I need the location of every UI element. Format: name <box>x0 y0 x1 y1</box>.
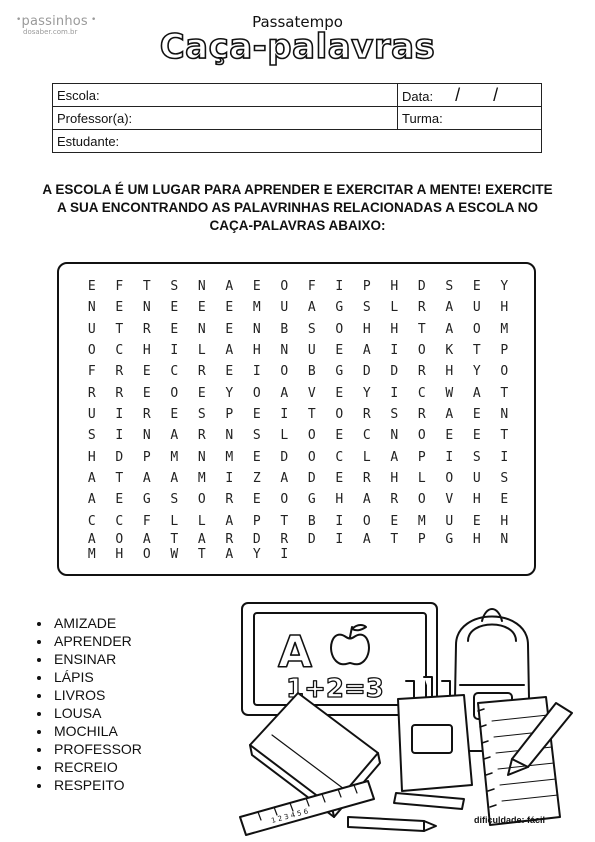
grid-letter[interactable]: O <box>252 385 261 401</box>
page-kicker: Passatempo <box>252 13 343 31</box>
grid-letter[interactable]: E <box>252 407 261 423</box>
word-list-item: • LÁPIS <box>52 668 142 686</box>
grid-letter[interactable]: P <box>500 343 509 359</box>
grid-letter[interactable]: A <box>280 471 289 487</box>
grid-letter[interactable]: O <box>362 513 371 529</box>
grid-letter[interactable]: U <box>445 513 454 529</box>
grid-letter[interactable]: T <box>500 428 509 444</box>
grid-letter[interactable]: H <box>142 343 151 359</box>
grid-letter[interactable]: E <box>472 513 481 529</box>
grid-letter[interactable]: T <box>197 547 206 562</box>
grid-letter[interactable]: D <box>252 532 261 547</box>
grid-letter[interactable]: S <box>307 321 316 337</box>
grid-letter[interactable]: A <box>142 471 151 487</box>
grid-letter[interactable]: S <box>197 407 206 423</box>
grid-letter[interactable]: C <box>115 513 124 529</box>
grid-letter[interactable]: I <box>335 513 344 529</box>
grid-letter[interactable]: A <box>362 532 371 547</box>
date-slashes: / / <box>455 84 513 105</box>
grid-letter[interactable]: D <box>115 449 124 465</box>
grid-letter[interactable]: I <box>390 385 399 401</box>
grid-letter[interactable]: E <box>472 428 481 444</box>
grid-letter[interactable]: Y <box>472 364 481 380</box>
ruler-label: 1 2 3 4 5 6 <box>270 807 310 825</box>
grid-letter[interactable]: H <box>252 343 261 359</box>
grid-letter[interactable]: A <box>225 343 234 359</box>
grid-letter[interactable]: I <box>225 471 234 487</box>
instructions: A ESCOLA É UM LUGAR PARA APRENDER E EXERCITAR A MENTE! EXERCITE A SUA ENCONTRANDO AS PALAVRINHAS RELACIONADAS A ESCOLA NO CAÇA-PALAVRAS ABAIXO: <box>42 182 553 233</box>
grid-letter[interactable]: O <box>280 492 289 508</box>
grid-letter[interactable]: A <box>197 532 206 547</box>
grid-letter[interactable]: T <box>500 385 509 401</box>
grid-letter[interactable]: S <box>170 492 179 508</box>
grid-letter[interactable]: F <box>142 513 151 529</box>
word-search-grid <box>78 276 518 562</box>
grid-letter[interactable]: R <box>197 428 206 444</box>
brand-logo: •passinhos • dosaber.com.br <box>16 14 106 36</box>
grid-letter[interactable]: T <box>115 471 124 487</box>
grid-letter[interactable]: E <box>197 300 206 316</box>
grid-letter[interactable]: E <box>115 492 124 508</box>
grid-letter[interactable]: A <box>362 492 371 508</box>
grid-letter[interactable]: F <box>307 279 316 295</box>
student-field[interactable]: Estudante: <box>53 130 542 153</box>
grid-letter[interactable]: C <box>115 343 124 359</box>
grid-letter[interactable]: T <box>170 532 179 547</box>
grid-letter[interactable]: N <box>197 321 206 337</box>
grid-letter[interactable]: H <box>472 492 481 508</box>
grid-letter[interactable]: O <box>335 407 344 423</box>
grid-letter[interactable]: P <box>225 407 234 423</box>
grid-letter[interactable]: E <box>225 321 234 337</box>
grid-letter[interactable]: W <box>170 547 179 562</box>
grid-letter[interactable]: A <box>87 471 96 487</box>
grid-letter[interactable]: S <box>472 449 481 465</box>
grid-letter[interactable]: O <box>417 428 426 444</box>
grid-letter[interactable]: L <box>280 428 289 444</box>
grid-letter[interactable]: I <box>335 279 344 295</box>
grid-letter[interactable]: O <box>500 364 509 380</box>
grid-letter[interactable]: E <box>445 428 454 444</box>
grid-letter[interactable]: H <box>335 492 344 508</box>
grid-letter[interactable]: M <box>500 321 509 337</box>
grid-letter[interactable]: R <box>225 492 234 508</box>
grid-letter[interactable]: M <box>252 300 261 316</box>
grid-letter[interactable]: S <box>252 428 261 444</box>
word-list <box>36 614 142 794</box>
grid-letter[interactable]: T <box>142 279 151 295</box>
grid-letter[interactable]: T <box>390 532 399 547</box>
grid-letter[interactable]: A <box>170 471 179 487</box>
grid-letter[interactable]: E <box>252 492 261 508</box>
grid-letter[interactable]: O <box>280 364 289 380</box>
grid-letter[interactable]: E <box>170 407 179 423</box>
grid-letter[interactable]: P <box>252 513 261 529</box>
grid-letter[interactable]: E <box>335 385 344 401</box>
grid-letter[interactable]: B <box>280 321 289 337</box>
school-supplies-illustration <box>228 585 583 840</box>
grid-letter[interactable]: M <box>417 513 426 529</box>
grid-letter[interactable]: M <box>225 449 234 465</box>
grid-letter[interactable]: H <box>472 532 481 547</box>
chalkboard-letter: A <box>278 627 313 678</box>
grid-letter[interactable]: U <box>87 407 96 423</box>
grid-letter[interactable]: L <box>197 343 206 359</box>
grid-letter[interactable]: D <box>417 279 426 295</box>
grid-letter[interactable]: A <box>280 385 289 401</box>
grid-letter[interactable]: E <box>335 428 344 444</box>
grid-letter[interactable]: E <box>335 343 344 359</box>
grid-letter[interactable]: R <box>417 300 426 316</box>
grid-letter[interactable]: M <box>197 471 206 487</box>
grid-letter[interactable]: R <box>115 364 124 380</box>
grid-letter[interactable]: Y <box>225 385 234 401</box>
grid-letter[interactable]: L <box>417 471 426 487</box>
grid-letter[interactable]: I <box>280 407 289 423</box>
grid-letter[interactable]: O <box>445 471 454 487</box>
grid-letter[interactable]: M <box>87 547 96 562</box>
grid-letter[interactable]: Y <box>362 385 371 401</box>
grid-letter[interactable]: I <box>500 449 509 465</box>
grid-letter[interactable]: R <box>417 407 426 423</box>
word-list-item: • LIVROS <box>52 686 142 704</box>
grid-letter[interactable]: A <box>142 532 151 547</box>
grid-letter[interactable]: R <box>87 385 96 401</box>
grid-letter[interactable]: I <box>390 343 399 359</box>
grid-letter[interactable]: E <box>335 471 344 487</box>
class-field[interactable]: Turma: <box>398 107 542 130</box>
grid-letter[interactable]: S <box>390 407 399 423</box>
grid-letter[interactable]: A <box>445 300 454 316</box>
grid-letter[interactable]: N <box>500 407 509 423</box>
grid-letter[interactable]: A <box>170 428 179 444</box>
grid-letter[interactable]: N <box>87 300 96 316</box>
grid-letter[interactable]: H <box>390 321 399 337</box>
brand-site: dosaber.com.br <box>23 28 78 36</box>
grid-letter[interactable]: H <box>500 300 509 316</box>
grid-letter[interactable]: T <box>280 513 289 529</box>
brand-name: passinhos <box>21 14 88 29</box>
grid-letter[interactable]: T <box>115 321 124 337</box>
word-list-item: • RECREIO <box>52 758 142 776</box>
difficulty-label: dificuldade: fácil <box>474 815 546 825</box>
grid-letter[interactable]: O <box>87 343 96 359</box>
word-list-item: • PROFESSOR <box>52 740 142 758</box>
grid-letter[interactable]: A <box>472 385 481 401</box>
grid-letter[interactable]: W <box>445 385 454 401</box>
grid-letter[interactable]: L <box>170 513 179 529</box>
grid-letter[interactable]: U <box>87 321 96 337</box>
grid-letter[interactable]: T <box>417 321 426 337</box>
grid-letter[interactable]: R <box>115 385 124 401</box>
grid-letter[interactable]: R <box>225 532 234 547</box>
grid-letter[interactable]: E <box>472 279 481 295</box>
grid-letter[interactable]: D <box>307 532 316 547</box>
grid-letter[interactable]: H <box>500 513 509 529</box>
school-field[interactable]: Escola: <box>53 84 398 107</box>
grid-letter[interactable]: I <box>170 343 179 359</box>
grid-letter[interactable]: P <box>417 532 426 547</box>
grid-letter[interactable]: E <box>252 279 261 295</box>
grid-letter[interactable]: E <box>115 300 124 316</box>
grid-letter[interactable]: O <box>417 343 426 359</box>
grid-letter[interactable]: V <box>307 385 316 401</box>
grid-letter[interactable]: T <box>307 407 316 423</box>
grid-letter[interactable]: C <box>417 385 426 401</box>
grid-letter[interactable]: A <box>390 449 399 465</box>
grid-letter[interactable]: S <box>445 279 454 295</box>
grid-letter[interactable]: Y <box>252 547 261 562</box>
grid-letter[interactable]: H <box>390 279 399 295</box>
grid-letter[interactable]: A <box>362 343 371 359</box>
grid-letter[interactable]: E <box>225 300 234 316</box>
grid-letter[interactable]: O <box>307 428 316 444</box>
grid-letter[interactable]: E <box>197 385 206 401</box>
word-list-item: • AMIZADE <box>52 614 142 632</box>
grid-letter[interactable]: A <box>225 547 234 562</box>
teacher-field[interactable]: Professor(a): <box>53 107 398 130</box>
grid-letter[interactable]: L <box>197 513 206 529</box>
grid-letter[interactable]: E <box>142 364 151 380</box>
grid-letter[interactable]: C <box>170 364 179 380</box>
grid-letter[interactable]: N <box>252 321 261 337</box>
grid-letter[interactable]: H <box>87 449 96 465</box>
grid-letter[interactable]: A <box>445 321 454 337</box>
grid-letter[interactable]: N <box>142 300 151 316</box>
date-field[interactable]: Data: / / <box>398 84 542 107</box>
grid-letter[interactable]: E <box>472 407 481 423</box>
grid-letter[interactable]: H <box>115 547 124 562</box>
grid-letter[interactable]: M <box>170 449 179 465</box>
grid-letter[interactable]: P <box>362 279 371 295</box>
grid-letter[interactable]: R <box>362 407 371 423</box>
grid-letter[interactable]: N <box>142 428 151 444</box>
grid-letter[interactable]: G <box>335 300 344 316</box>
grid-letter[interactable]: K <box>445 343 454 359</box>
grid-letter[interactable]: A <box>225 513 234 529</box>
grid-letter[interactable]: U <box>280 300 289 316</box>
word-list-item: • APRENDER <box>52 632 142 650</box>
grid-letter[interactable]: U <box>307 343 316 359</box>
word-list-item: • MOCHILA <box>52 722 142 740</box>
grid-letter[interactable]: D <box>280 449 289 465</box>
grid-letter[interactable]: O <box>335 321 344 337</box>
grid-letter[interactable]: C <box>362 428 371 444</box>
grid-letter[interactable]: O <box>197 492 206 508</box>
grid-letter[interactable]: I <box>115 407 124 423</box>
grid-letter[interactable]: P <box>142 449 151 465</box>
grid-letter[interactable]: N <box>225 428 234 444</box>
grid-letter[interactable]: N <box>390 428 399 444</box>
grid-letter[interactable]: Y <box>500 279 509 295</box>
word-list-item: • RESPEITO <box>52 776 142 794</box>
grid-letter[interactable]: S <box>170 279 179 295</box>
grid-letter[interactable]: E <box>390 513 399 529</box>
grid-letter[interactable]: O <box>417 492 426 508</box>
grid-letter[interactable]: D <box>390 364 399 380</box>
grid-letter[interactable]: N <box>197 279 206 295</box>
grid-letter[interactable]: I <box>335 532 344 547</box>
grid-letter[interactable]: I <box>252 364 261 380</box>
grid-letter[interactable]: Z <box>252 471 261 487</box>
grid-letter[interactable]: N <box>280 343 289 359</box>
grid-letter[interactable]: E <box>252 449 261 465</box>
grid-letter[interactable]: R <box>280 532 289 547</box>
grid-letter[interactable]: E <box>87 279 96 295</box>
grid-letter[interactable]: A <box>87 532 96 547</box>
grid-letter[interactable]: N <box>500 532 509 547</box>
student-info-table <box>52 83 542 153</box>
page-title: Caça-palavras <box>159 27 436 67</box>
grid-letter[interactable]: F <box>115 279 124 295</box>
grid-letter[interactable]: T <box>472 343 481 359</box>
word-list-item: • ENSINAR <box>52 650 142 668</box>
grid-letter[interactable]: S <box>500 471 509 487</box>
grid-letter[interactable]: U <box>472 300 481 316</box>
grid-letter[interactable]: L <box>390 300 399 316</box>
grid-letter[interactable]: G <box>307 492 316 508</box>
chalkboard-math: 1+2=3 <box>286 674 384 704</box>
grid-letter[interactable]: R <box>142 321 151 337</box>
grid-letter[interactable]: H <box>390 471 399 487</box>
grid-letter[interactable]: O <box>307 449 316 465</box>
grid-letter[interactable]: O <box>472 321 481 337</box>
grid-letter[interactable]: A <box>87 492 96 508</box>
grid-letter[interactable]: C <box>87 513 96 529</box>
grid-letter[interactable]: P <box>417 449 426 465</box>
grid-letter[interactable]: D <box>307 471 316 487</box>
grid-letter[interactable]: G <box>335 364 344 380</box>
grid-letter[interactable]: E <box>142 385 151 401</box>
grid-letter[interactable]: B <box>307 364 316 380</box>
grid-letter[interactable]: O <box>280 279 289 295</box>
grid-letter[interactable]: E <box>170 321 179 337</box>
grid-letter[interactable]: R <box>197 364 206 380</box>
grid-letter[interactable]: R <box>362 471 371 487</box>
grid-letter[interactable]: R <box>417 364 426 380</box>
grid-letter[interactable]: I <box>445 449 454 465</box>
word-list-item: • LOUSA <box>52 704 142 722</box>
grid-letter[interactable]: U <box>472 471 481 487</box>
grid-letter[interactable]: N <box>197 449 206 465</box>
grid-letter[interactable]: H <box>362 321 371 337</box>
grid-letter[interactable]: L <box>362 449 371 465</box>
grid-letter[interactable]: G <box>445 532 454 547</box>
grid-letter[interactable]: S <box>362 300 371 316</box>
grid-letter[interactable]: R <box>390 492 399 508</box>
grid-letter[interactable]: B <box>307 513 316 529</box>
grid-letter[interactable]: G <box>142 492 151 508</box>
grid-letter[interactable]: O <box>170 385 179 401</box>
grid-letter[interactable]: E <box>170 300 179 316</box>
grid-letter[interactable]: O <box>115 532 124 547</box>
grid-letter[interactable]: V <box>445 492 454 508</box>
grid-letter[interactable]: E <box>500 492 509 508</box>
grid-letter[interactable]: S <box>87 428 96 444</box>
grid-letter[interactable]: H <box>445 364 454 380</box>
grid-letter[interactable]: C <box>335 449 344 465</box>
grid-letter[interactable]: O <box>142 547 151 562</box>
grid-letter[interactable]: I <box>280 547 289 562</box>
grid-letter[interactable]: E <box>225 364 234 380</box>
grid-letter[interactable]: I <box>115 428 124 444</box>
grid-letter[interactable]: R <box>142 407 151 423</box>
grid-letter[interactable]: A <box>225 279 234 295</box>
grid-letter[interactable]: D <box>362 364 371 380</box>
grid-letter[interactable]: F <box>87 364 96 380</box>
grid-letter[interactable]: A <box>307 300 316 316</box>
grid-letter[interactable]: A <box>445 407 454 423</box>
